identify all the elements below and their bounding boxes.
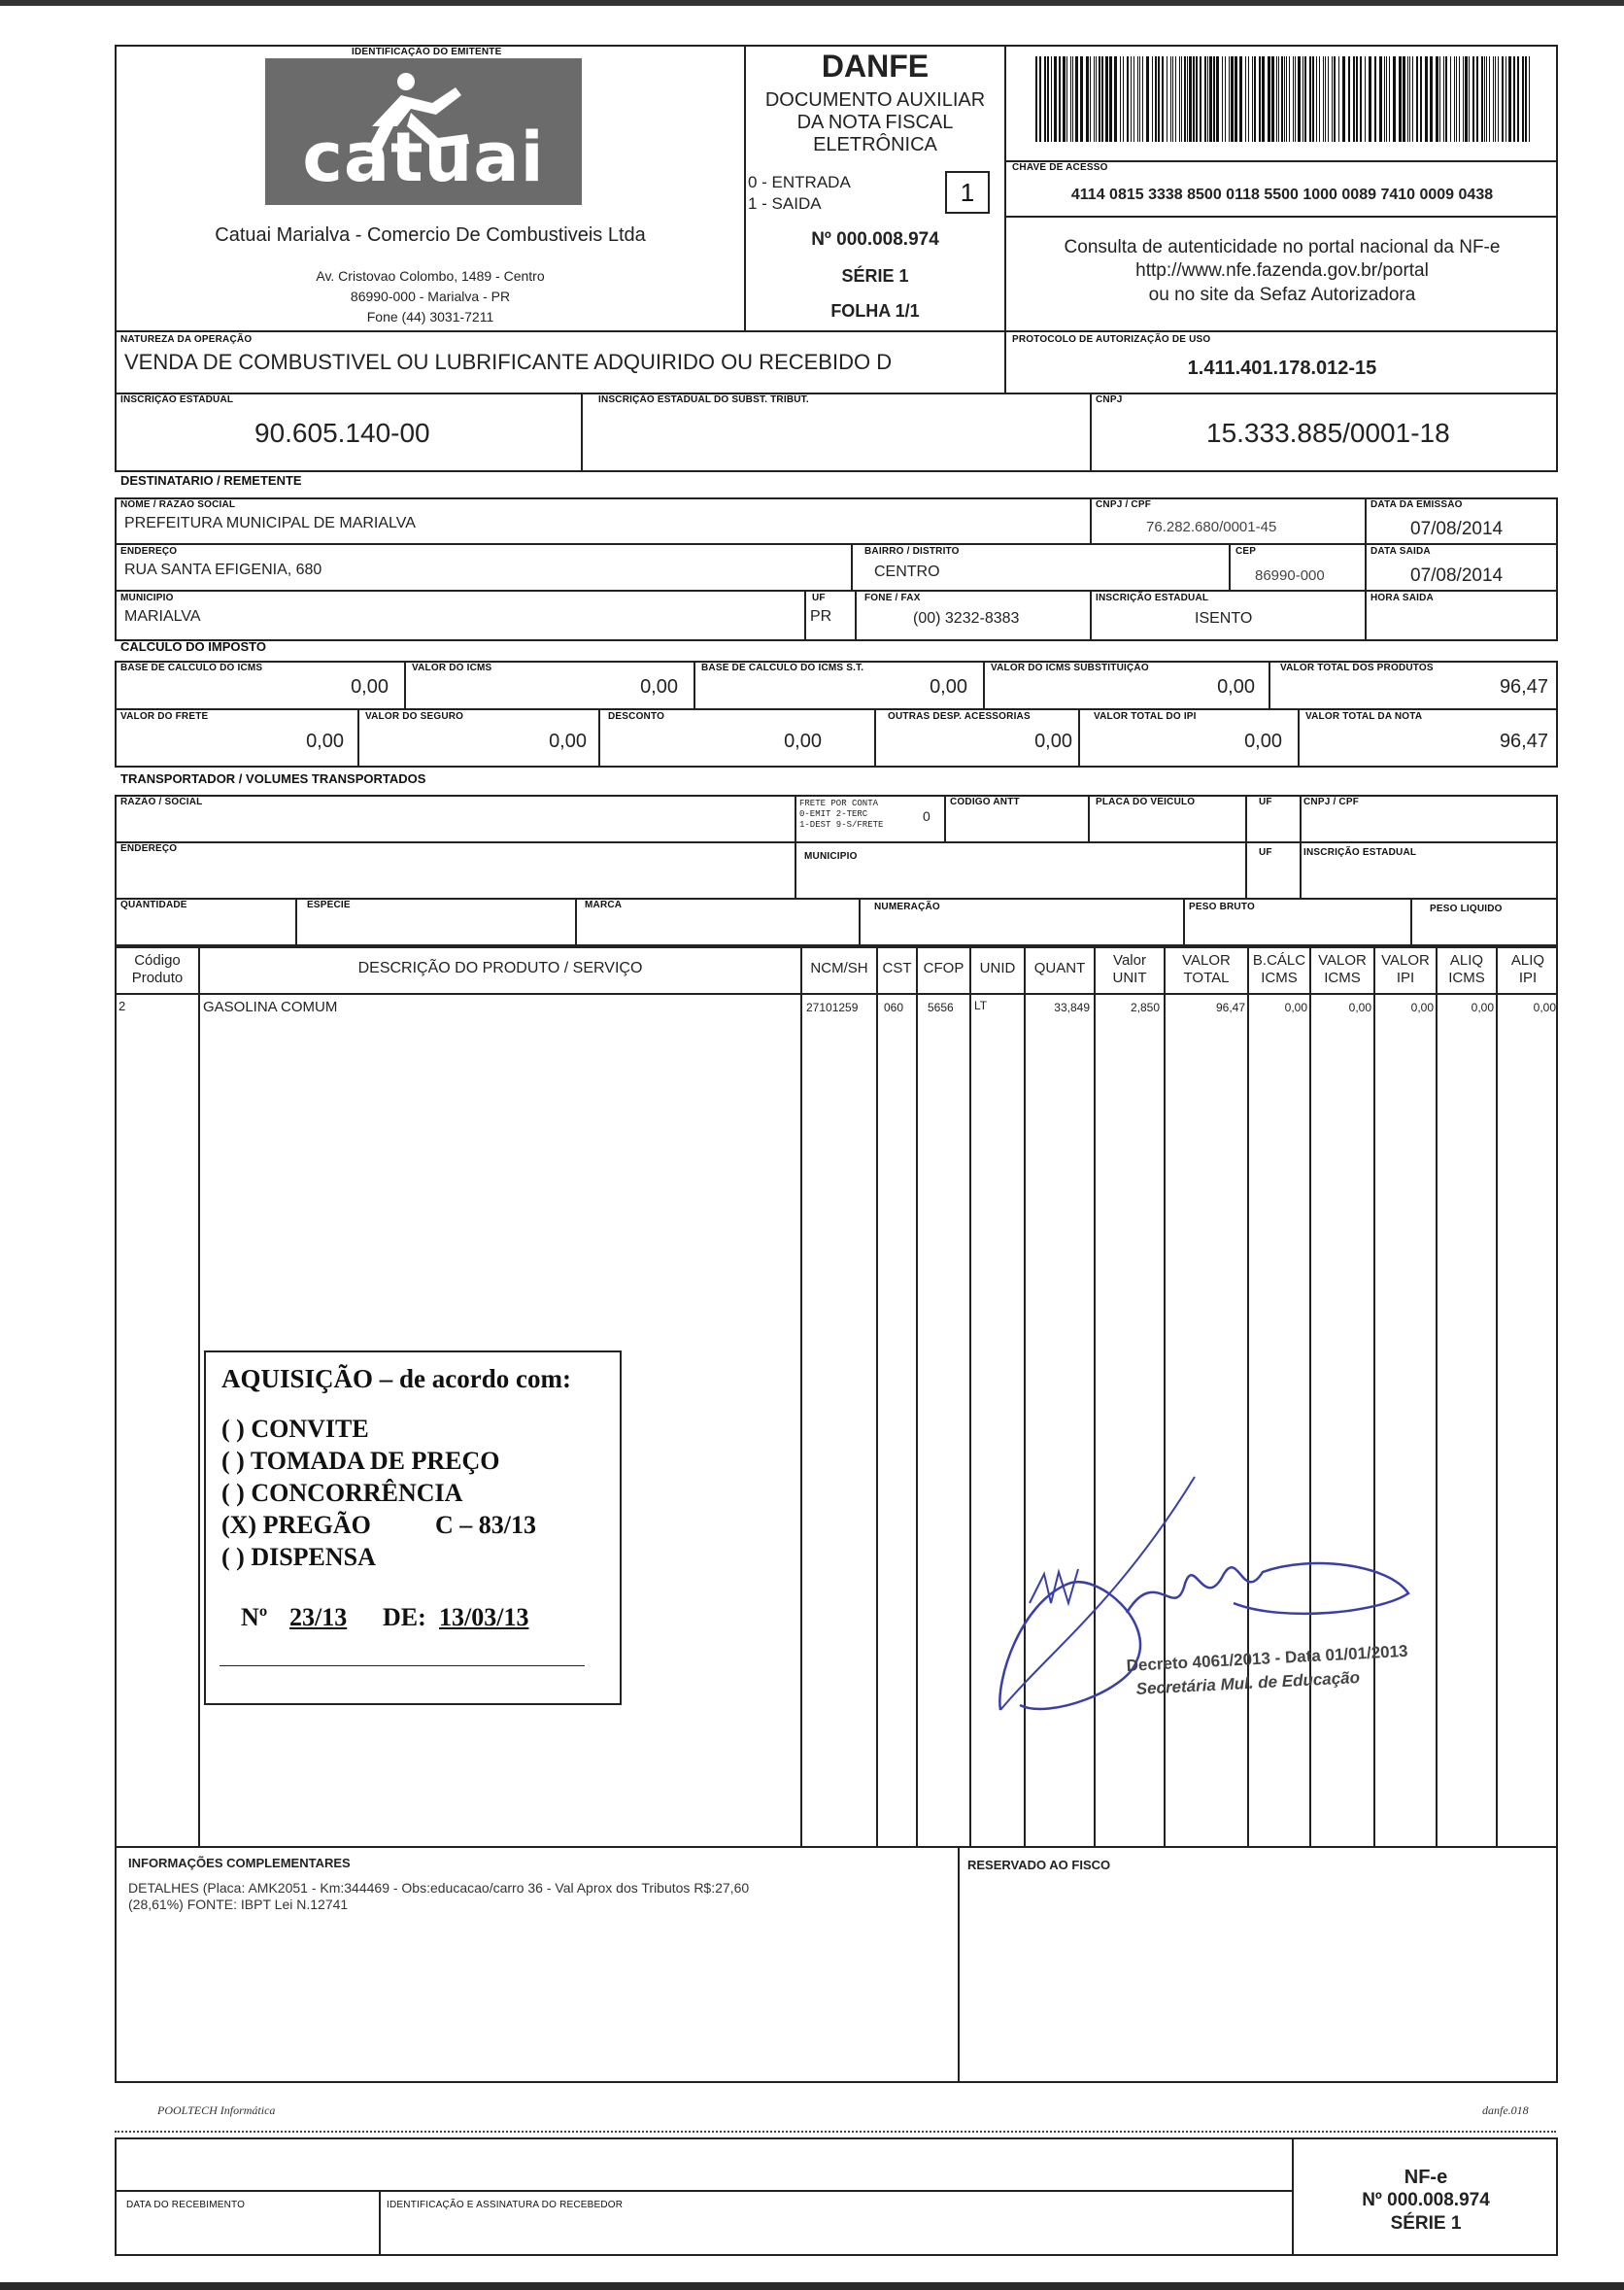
aquisicao-stamp [204,1350,622,1705]
barcode-bar [1254,56,1256,142]
barcode-bar [1379,56,1382,142]
barcode-bar [1316,56,1317,142]
v-total-produtos-value: 96,47 [1499,676,1548,698]
barcode-bar [1170,56,1171,142]
cnpj-label: CNPJ [1096,394,1123,405]
barcode-bar [1463,56,1464,142]
row-unid: LT [974,999,988,1012]
barcode-bar [1120,56,1121,142]
th-vunit-1: Valor [1113,952,1146,969]
row-quant: 33,849 [1054,1001,1090,1014]
th-unid: UNID [979,960,1016,976]
th-aliqipi-2: IPI [1518,970,1538,986]
th-codigo-1: Código [134,952,181,969]
th-vipi-2: IPI [1396,970,1415,986]
stamp-data: 13/03/13 [439,1603,529,1631]
hora-saida-label: HORA SAIDA [1370,593,1434,603]
barcode-bar [1101,56,1103,142]
stamp-convite: ( ) CONVITE [221,1415,369,1443]
fisco-label: RESERVADO AO FISCO [967,1858,1111,1872]
barcode-bar [1374,56,1376,142]
barcode-bar [1162,56,1164,142]
barcode-bar [1481,56,1483,142]
barcode-bar [1229,56,1230,142]
outras-desp-value: 0,00 [1034,731,1072,752]
th-descricao: DESCRIÇÃO DO PRODUTO / SERVIÇO [357,960,643,976]
barcode-bar [1338,56,1339,142]
v-icms-value: 0,00 [640,676,678,698]
emitente-phone: Fone (44) 3031-7211 [366,309,494,325]
barcode-bar [1200,56,1201,142]
barcode-bar [1430,56,1433,142]
saida-label: 1 - SAIDA [748,194,822,213]
row-bcalc: 0,00 [1284,1001,1307,1014]
dest-cnpj: 76.282.680/0001-45 [1146,519,1277,535]
antt-label: CODIGO ANTT [950,797,1020,807]
emitente-section-label: IDENTIFICAÇÃO DO EMITENTE [352,47,502,57]
barcode-bar [1459,56,1460,142]
danfe-serie: SÉRIE 1 [841,266,909,286]
barcode-bar [1139,56,1140,142]
scan-border-top [0,0,1624,6]
th-quant: QUANT [1033,960,1086,976]
barcode-bar [1513,56,1515,142]
dest-ie: ISENTO [1195,610,1253,627]
th-aliqicms-2: ICMS [1448,970,1485,986]
ident-recebedor-label: IDENTIFICAÇÃO E ASSINATURA DO RECEBEDOR [387,2200,624,2210]
consulta-line-1: Consulta de autenticidade no portal nacional da NF-e [1064,237,1501,257]
placa-label: PLACA DO VEICULO [1096,797,1196,807]
th-ncm: NCM/SH [810,960,868,976]
barcode-bar [1353,56,1355,142]
barcode-bar [1235,56,1237,142]
numeracao-label: NUMERAÇÃO [874,902,940,912]
canhoto-numero: Nº 000.008.974 [1362,2190,1490,2210]
stamp-title: AQUISIÇÃO – de acordo com: [221,1364,571,1393]
th-bcalc-2: ICMS [1261,970,1298,986]
barcode-bar [1525,56,1527,142]
barcode-bar [1039,56,1041,142]
data-recebimento-label: DATA DO RECEBIMENTO [126,2200,246,2210]
barcode-bar [1187,56,1188,142]
barcode-bar [1312,56,1314,142]
barcode-bar [1075,56,1078,142]
barcode-bar [1054,56,1057,142]
barcode-bar [1365,56,1366,142]
transp-uf2-label: UF [1259,847,1272,858]
frete-value: 0 [923,808,930,824]
barcode-bar [1450,56,1451,142]
barcode-bar [1096,56,1097,142]
barcode-bar [1348,56,1350,142]
info-text-1: DETALHES (Placa: AMK2051 - Km:344469 - Obs:educacao/carro 36 - Val Aprox dos Tributos R$:27,60 [128,1880,750,1896]
barcode-bar [1328,56,1329,142]
barcode-bar [1035,56,1037,142]
v-total-ipi-label: VALOR TOTAL DO IPI [1094,711,1197,722]
th-cfop: CFOP [923,960,964,976]
th-vicms-1: VALOR [1318,952,1367,969]
row-aliqicms: 0,00 [1471,1001,1494,1014]
stamp-pregao-ref: C – 83/13 [435,1511,536,1539]
barcode-bar [1325,56,1326,142]
barcode-bar [1278,56,1279,142]
form-code: danfe.018 [1482,2103,1529,2117]
barcode-bar [1204,56,1206,142]
row-vipi: 0,00 [1410,1001,1434,1014]
barcode-bar [1472,56,1474,142]
barcode-bar [1133,56,1134,142]
row-aliqipi: 0,00 [1533,1001,1556,1014]
barcode-bar [1319,56,1320,142]
v-seguro-value: 0,00 [549,731,587,752]
dest-uf-label: UF [812,593,826,603]
barcode-bar [1146,56,1149,142]
transp-cnpj-label: CNPJ / CPF [1303,797,1360,807]
barcode-bar [1486,56,1487,142]
danfe-numero: Nº 000.008.974 [811,229,939,250]
barcode-bar [1522,56,1524,142]
barcode-bar [1184,56,1186,142]
th-vipi-1: VALOR [1381,952,1430,969]
peso-liquido-label: PESO LIQUIDO [1430,904,1503,914]
barcode-bar [1072,56,1073,142]
chave-label: CHAVE DE ACESSO [1012,162,1108,173]
frete-label-3: 1-DEST 9-S/FRETE [799,820,884,830]
entrada-label: 0 - ENTRADA [748,173,851,191]
barcode-bar [1407,56,1408,142]
transp-ie-label: INSCRIÇÃO ESTADUAL [1303,847,1417,858]
transp-endereco-label: ENDEREÇO [120,843,178,854]
transp-municipio-label: MUNICIPIO [804,851,858,862]
barcode-bar [1105,56,1108,142]
barcode-bar [1127,56,1129,142]
barcode-bar [1439,56,1440,142]
barcode-bar [1271,56,1274,142]
scan-border-bottom [0,2282,1624,2290]
protocolo-value: 1.411.401.178.012-15 [1187,358,1377,379]
barcode-bar [1332,56,1333,142]
row-vicms: 0,00 [1348,1001,1371,1014]
barcode-bar [1207,56,1208,142]
barcode-bar [1281,56,1283,142]
th-vtotal-2: TOTAL [1183,970,1230,986]
barcode-bar [1231,56,1234,142]
signature-image [991,1457,1428,1729]
desconto-value: 0,00 [784,731,822,752]
dest-uf: PR [810,608,832,625]
barcode-bar [1142,56,1143,142]
barcode-bar [1248,56,1249,142]
th-codigo-2: Produto [131,970,184,986]
info-text-2: (28,61%) FONTE: IBPT Lei N.12741 [128,1897,349,1912]
dest-cnpj-label: CNPJ / CPF [1096,499,1152,510]
barcode-bar [1420,56,1422,142]
barcode-bar [1047,56,1049,142]
barcode-bar [1158,56,1160,142]
barcode-bar [1495,56,1496,142]
company-logo [265,58,582,205]
danfe-subtitle-3: ELETRÔNICA [813,134,937,155]
dest-nome: PREFEITURA MUNICIPAL DE MARIALVA [124,515,416,531]
emitente-city: 86990-000 - Marialva - PR [350,289,511,304]
barcode-bar [1216,56,1219,142]
barcode-bar [1070,56,1071,142]
stamp-tomada: ( ) TOMADA DE PREÇO [221,1447,500,1475]
dest-bairro: CENTRO [874,564,940,580]
peso-bruto-label: PESO BRUTO [1189,902,1255,912]
v-frete-value: 0,00 [306,731,344,752]
dest-fone-label: FONE / FAX [864,593,921,603]
barcode-bar [1360,56,1362,142]
natureza-value: VENDA DE COMBUSTIVEL OU LUBRIFICANTE ADQUIRIDO OU RECEBIDO D [124,350,893,374]
barcode-bar [1309,56,1311,142]
barcode-bar [1209,56,1212,142]
ie-label: INSCRIÇÃO ESTADUAL [120,394,234,405]
marca-label: MARCA [585,900,623,910]
barcode-bar [1193,56,1195,142]
barcode-bar [1213,56,1215,142]
barcode-bar [1051,56,1052,142]
barcode-bar [1369,56,1371,142]
dest-endereco: RUA SANTA EFIGENIA, 680 [124,562,322,578]
barcode-bar [1268,56,1270,142]
barcode-bar [1189,56,1192,142]
barcode-bar [1389,56,1390,142]
barcode-bar [1175,56,1176,142]
stamp-dispensa: ( ) DISPENSA [221,1543,376,1571]
barcode-bar [1123,56,1124,142]
barcode-bar [1131,56,1132,142]
cut-line [115,2131,1556,2133]
barcode-bar [1222,56,1223,142]
emitente-name: Catuai Marialva - Comercio De Combustiveis Ltda [215,224,646,246]
barcode-bar [1284,56,1285,142]
barcode-bar [1289,56,1290,142]
barcode-bar [1196,56,1198,142]
barcode-bar [1044,56,1046,142]
barcode-bar [1239,56,1242,142]
logo-text: catuai [302,118,545,197]
th-bcalc-1: B.CÁLC [1252,952,1306,969]
row-vunit: 2,850 [1130,1001,1160,1014]
barcode-bar [1412,56,1413,142]
barcode-bar [1399,56,1402,142]
row-cst: 060 [884,1001,904,1014]
barcode-bar [1099,56,1100,142]
stamp-pregao: (X) PREGÃO [221,1511,371,1539]
barcode-bar [1416,56,1418,142]
dest-nome-label: NOME / RAZÃO SOCIAL [120,499,236,510]
dest-ie-label: INSCRIÇÃO ESTADUAL [1096,593,1209,603]
ie-value: 90.605.140-00 [254,418,430,448]
dest-cep: 86990-000 [1255,567,1325,584]
barcode-bar [1276,56,1277,142]
data-saida: 07/08/2014 [1410,565,1504,586]
transp-razao-label: RAZÃO / SOCIAL [120,797,203,807]
barcode-bar [1137,56,1138,142]
barcode-bar [1152,56,1153,142]
barcode-bar [1066,56,1067,142]
barcode-bar [1469,56,1470,142]
barcode-bar [1384,56,1385,142]
barcode-bar [1454,56,1455,142]
barcode-bar [1086,56,1089,142]
th-vtotal-1: VALOR [1182,952,1231,969]
barcode-bar [1445,56,1447,142]
v-icms-st-value: 0,00 [1217,676,1255,698]
outras-desp-label: OUTRAS DESP. ACESSORIAS [888,711,1031,722]
bc-icms-st-value: 0,00 [930,676,967,698]
barcode-bar [1484,56,1485,142]
barcode-bar [1403,56,1405,142]
desconto-label: DESCONTO [608,711,665,722]
stamp-numero-label: Nº [241,1603,268,1631]
barcode-bar [1493,56,1494,142]
barcode-bar [1465,56,1468,142]
especie-label: ESPÉCIE [307,900,351,910]
barcode-bar [1090,56,1091,142]
dest-cep-label: CEP [1235,546,1257,557]
barcode-bar [1094,56,1095,142]
barcode-bar [1425,56,1428,142]
v-icms-label: VALOR DO ICMS [412,663,492,673]
bc-icms-value: 0,00 [351,676,389,698]
barcode-bar [1529,56,1530,142]
dest-endereco-label: ENDEREÇO [120,546,178,557]
th-vicms-2: ICMS [1324,970,1361,986]
th-vunit-2: UNIT [1112,970,1147,986]
barcode-bar [1304,56,1306,142]
ie-st-label: INSCRIÇÃO ESTADUAL DO SUBST. TRIBUT. [598,394,809,405]
barcode-bar [1342,56,1345,142]
consulta-line-3: ou no site da Sefaz Autorizadora [1148,285,1416,305]
signature-stamp-line-2: Decreto 4061/2013 - Data 01/01/2013 [1126,1641,1408,1675]
protocolo-label: PROTOCOLO DE AUTORIZAÇÃO DE USO [1012,334,1211,345]
data-emissao-label: DATA DA EMISSÃO [1370,499,1463,510]
stamp-de-label: DE: [383,1603,426,1631]
row-codigo: 2 [118,999,126,1013]
danfe-subtitle-2: DA NOTA FISCAL [796,112,954,133]
tipo-operacao-box: 1 [945,171,990,214]
barcode-bar [1386,56,1387,142]
barcode-bar [1409,56,1410,142]
transp-uf-label: UF [1259,797,1272,807]
barcode-bar [1059,56,1061,142]
dest-municipio-label: MUNICIPIO [120,593,174,603]
bc-icms-label: BASE DE CALCULO DO ICMS [120,663,263,673]
frete-label-1: FRETE POR CONTA [799,799,879,808]
barcode-bar [1323,56,1324,142]
barcode-bar [1286,56,1287,142]
barcode-image [1033,56,1534,142]
barcode-bar [1295,56,1296,142]
dest-bairro-label: BAIRRO / DISTRITO [864,546,960,557]
barcode-bar [1080,56,1083,142]
destinatario-section: DESTINATARIO / REMETENTE [120,473,302,488]
danfe-title: DANFE [821,49,930,84]
software-credit: POOLTECH Informática [157,2103,276,2117]
data-emissao: 07/08/2014 [1410,519,1504,539]
v-total-ipi-value: 0,00 [1244,731,1282,752]
barcode-bar [1436,56,1438,142]
info-label: INFORMAÇÕES COMPLEMENTARES [128,1856,351,1870]
barcode-bar [1252,56,1253,142]
barcode-bar [1443,56,1444,142]
stamp-numero: 23/13 [289,1603,348,1631]
data-saida-label: DATA SAIDA [1370,546,1431,557]
barcode-bar [1225,56,1226,142]
dest-fone: (00) 3232-8383 [913,610,1020,627]
barcode-bar [1155,56,1157,142]
th-cst: CST [882,960,912,976]
barcode-bar [1498,56,1499,142]
barcode-bar [1262,56,1265,142]
bc-icms-st-label: BASE DE CALCULO DO ICMS S.T. [701,663,864,673]
barcode-bar [1334,56,1336,142]
barcode-bar [1293,56,1294,142]
v-frete-label: VALOR DO FRETE [120,711,209,722]
consulta-line-2: http://www.nfe.fazenda.gov.br/portal [1135,260,1429,281]
barcode-bar [1179,56,1180,142]
row-vtotal: 96,47 [1215,1001,1245,1014]
barcode-bar [1456,56,1457,142]
chave-acesso-value: 4114 0815 3338 8500 0118 5500 1000 0089 7410 0009 0438 [1070,187,1494,203]
barcode-bar [1063,56,1066,142]
danfe-subtitle-1: DOCUMENTO AUXILIAR [764,89,986,111]
v-total-produtos-label: VALOR TOTAL DOS PRODUTOS [1280,663,1434,673]
barcode-bar [1181,56,1182,142]
canhoto-serie: SÉRIE 1 [1390,2213,1462,2234]
barcode-bar [1259,56,1261,142]
barcode-bar [1172,56,1173,142]
signature-stamp-line-3: Secretária Mul. de Educação [1135,1667,1361,1698]
v-icms-st-label: VALOR DO ICMS SUBSTITUIÇÃO [991,663,1149,673]
row-ncm: 27101259 [806,1001,859,1014]
v-total-nota-label: VALOR TOTAL DA NOTA [1305,711,1423,722]
v-seguro-label: VALOR DO SEGURO [365,711,464,722]
natureza-label: NATUREZA DA OPERAÇÃO [120,334,253,345]
barcode-bar [1508,56,1511,142]
quantidade-label: QUANTIDADE [120,900,187,910]
v-total-nota-value: 96,47 [1499,731,1548,752]
th-aliqipi-1: ALIQ [1510,952,1545,969]
barcode-bar [1502,56,1504,142]
row-descricao: GASOLINA COMUM [203,999,338,1015]
barcode-bar [1393,56,1396,142]
barcode-bar [1298,56,1301,142]
cnpj-value: 15.333.885/0001-18 [1206,418,1450,448]
row-cfop: 5656 [928,1001,954,1014]
imposto-section: CALCULO DO IMPOSTO [120,639,266,654]
barcode-bar [1517,56,1519,142]
dest-municipio: MARIALVA [124,608,201,625]
transportador-section: TRANSPORTADOR / VOLUMES TRANSPORTADOS [120,771,426,786]
th-aliqicms-1: ALIQ [1449,952,1484,969]
stamp-concorrencia: ( ) CONCORRÊNCIA [221,1479,463,1507]
barcode-bar [1109,56,1112,142]
emitente-address: Av. Cristovao Colombo, 1489 - Centro [316,268,545,284]
frete-label-2: 0-EMIT 2-TERC [799,809,868,819]
barcode-bar [1489,56,1490,142]
barcode-bar [1245,56,1246,142]
barcode-bar [1476,56,1478,142]
barcode-bar [1356,56,1358,142]
danfe-folha: FOLHA 1/1 [830,301,920,321]
canhoto-nfe: NF-e [1404,2167,1448,2188]
barcode-bar [1114,56,1117,142]
